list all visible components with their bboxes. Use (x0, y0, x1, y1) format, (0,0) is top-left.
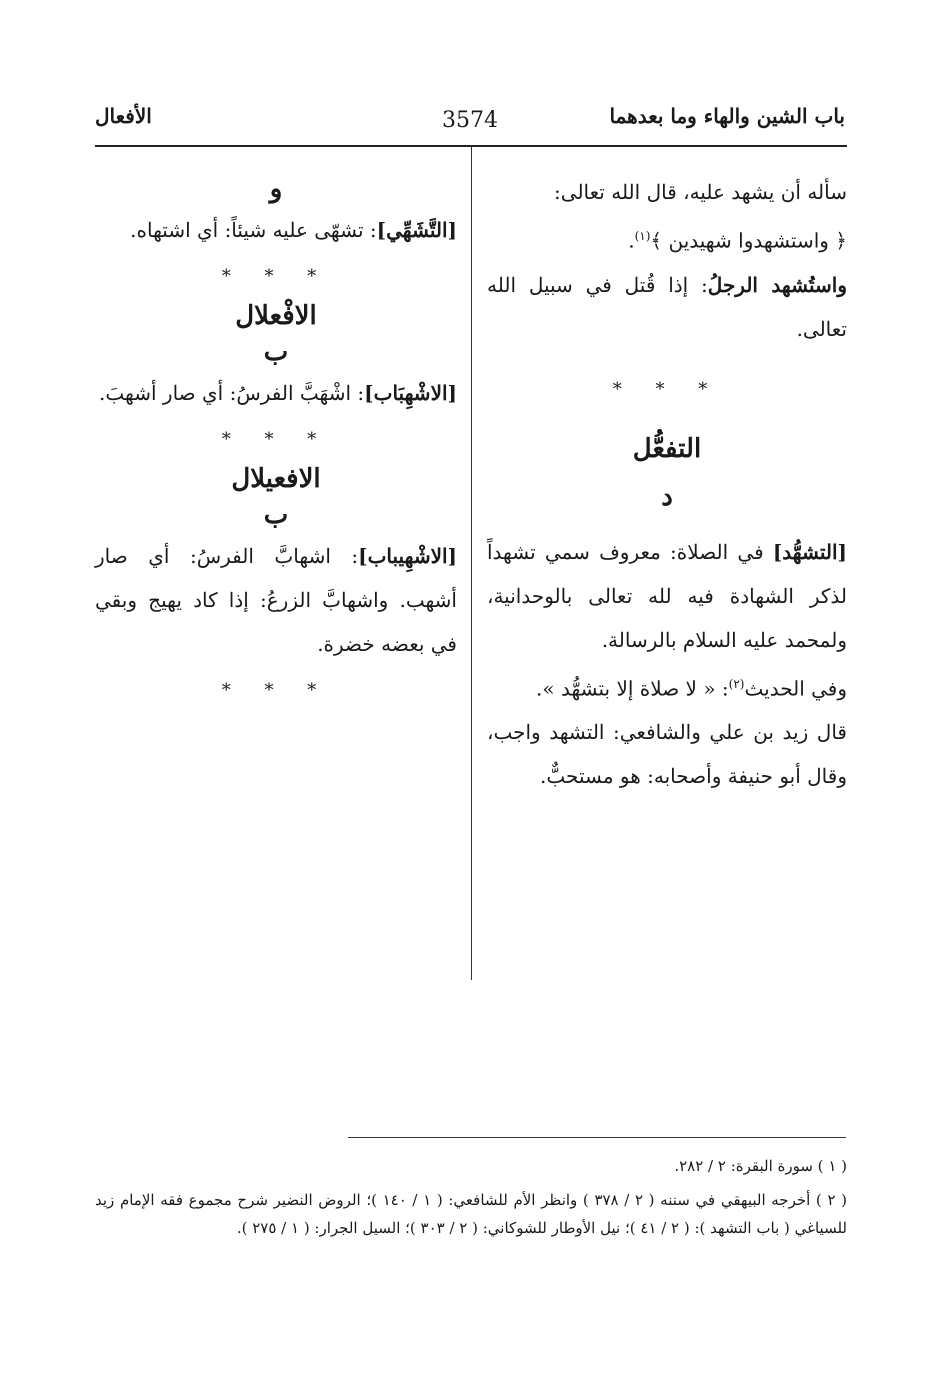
section-heading: الافعيلال (231, 464, 321, 494)
hadith-text: : « لا صلاة إلا بتشهُّد ». (536, 676, 729, 701)
footnote: ( ٢ ) أخرجه البيهقي في سننه ( ٢ / ٣٧٨ ) وانظر الأم للشافعي: ( ١ / ١٤٠ )؛ الروض النضير شرح مجموع فقه الإمام زيد للسياغي ( باب التشهد ): ( ٢ / ٤١ )؛ نيل الأوطار للشوكاني: ( ٢ / ٣٠٣ )؛ السيل الجرار: ( ١ / ٢٧٥ ). (95, 1191, 848, 1237)
paragraph: سأله أن يشهد عليه، قال الله تعالى: (554, 180, 847, 204)
section-heading: التفعُّل (632, 433, 702, 464)
entry-text: : إذا قُتل في سبيل الله تعالى. (487, 272, 847, 341)
footnote: ( ١ ) سورة البقرة: ٢ / ٢٨٢. (674, 1157, 847, 1175)
section-separator: * * * (221, 680, 331, 701)
column-divider (471, 147, 472, 980)
entry-text: في الصلاة: معروف سمي تشهداً لذكر الشهادة فيه لله تعالى بالوحدانية، ولمحمد عليه السلام بالرسالة. (487, 539, 847, 652)
paragraph: قال زيد بن علي والشافعي: التشهد واجب، وقال أبو حنيفة وأصحابه: هو مستحبٌّ. (487, 720, 847, 789)
paragraph (95, 208, 457, 252)
paragraph (487, 662, 847, 711)
entry-term: [الاشْهِبَاب] (364, 381, 457, 405)
paragraph (487, 263, 847, 351)
letter-heading: و (269, 174, 283, 204)
letter-heading: د (661, 481, 673, 512)
footnotes (95, 1152, 847, 1248)
section-heading: الافْعلال (235, 301, 317, 331)
paragraph (95, 371, 457, 415)
section-title: الأفعال (95, 104, 152, 128)
page-number: 3574 (442, 108, 498, 133)
page-header (95, 100, 845, 142)
letter-heading: ب (263, 500, 289, 530)
footnote-ref: (١) (634, 229, 651, 243)
entry-text: وفي الحديث (744, 676, 847, 701)
verse-text: ﴿ واستشهدوا شهيدين ﴾ (650, 228, 847, 253)
section-separator: * * * (221, 429, 331, 450)
entry-term: واستُشهد الرجلُ (707, 272, 847, 297)
section-separator: * * * (612, 378, 722, 400)
footnote-rule (348, 1137, 846, 1138)
entry-term: [التَّشَهِّي] (376, 218, 457, 242)
entry-text: : تشهّى عليه شيئاً: أي اشتهاه. (130, 218, 377, 242)
entry-term: [الاشْهِيباب] (358, 544, 457, 568)
paragraph (487, 530, 847, 662)
footnote-ref: (٢) (728, 676, 745, 691)
letter-heading: ب (263, 337, 289, 367)
right-column (487, 170, 847, 798)
entry-term: [التشهُّد] (772, 539, 847, 564)
section-separator: * * * (221, 266, 331, 287)
quran-verse: ﴿ واستشهدوا شهيدين ﴾$^{(١)}$. (628, 228, 847, 253)
left-column (95, 170, 457, 715)
chapter-title: باب الشين والهاء وما بعدهما (609, 104, 845, 128)
paragraph (95, 534, 457, 666)
entry-text: : اشهابَّ الفرسُ: أي صار أشهب. واشهابَّ الزرعُ: إذا كاد يهيج وبقي في بعضه خضرة. (95, 544, 457, 656)
entry-text: : اشْهَبَّ الفرسُ: أي صار أشهبَ. (99, 381, 365, 405)
